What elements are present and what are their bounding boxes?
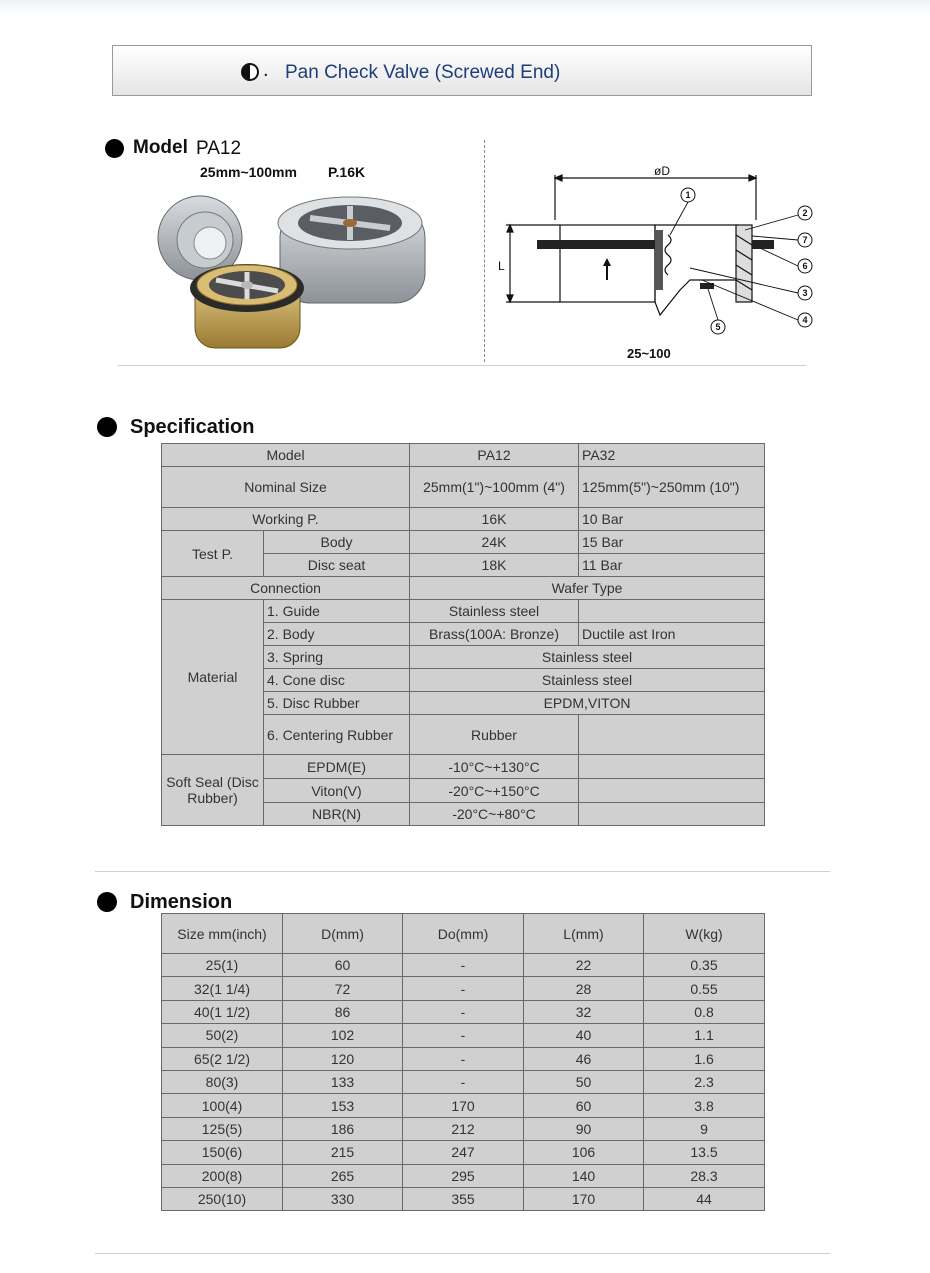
specification-table <box>161 443 765 826</box>
dim-cell-do: - <box>403 1000 524 1023</box>
callout-2: 2 <box>802 208 808 218</box>
spec-disc-rubber-value: EPDM,VITON <box>410 692 765 715</box>
dim-cell-do: - <box>403 1070 524 1093</box>
dim-cell-do: - <box>403 1047 524 1070</box>
table-row <box>162 444 765 467</box>
dim-header-d: D(mm) <box>283 914 403 954</box>
dim-cell-size: 200(8) <box>162 1164 283 1187</box>
dim-cell-d: 72 <box>283 977 403 1000</box>
dim-cell-d: 265 <box>283 1164 403 1187</box>
spec-viton-value: -20°C~+150°C <box>410 779 579 803</box>
spec-nominal-size-pa32: 125mm(5")~250mm (10") <box>579 467 765 508</box>
dim-cell-l: 170 <box>524 1187 644 1210</box>
dim-cell-d: 186 <box>283 1117 403 1140</box>
dim-cell-size: 125(5) <box>162 1117 283 1140</box>
bullet-icon <box>97 892 117 912</box>
bullet-icon <box>97 417 117 437</box>
spec-model-pa12: PA12 <box>410 444 579 467</box>
spec-guide-pa12: Stainless steel <box>410 600 579 623</box>
length-label: L <box>498 259 505 273</box>
dim-cell-w: 0.55 <box>644 977 765 1000</box>
page-title: Pan Check Valve (Screwed End) <box>285 62 561 83</box>
model-label: Model <box>133 137 188 158</box>
table-row <box>162 954 765 977</box>
spec-test-body-pa12: 24K <box>410 531 579 554</box>
spec-nbr-empty <box>579 803 765 826</box>
dim-cell-l: 50 <box>524 1070 644 1093</box>
spec-spring-value: Stainless steel <box>410 646 765 669</box>
spec-epdm-value: -10°C~+130°C <box>410 755 579 779</box>
table-row <box>162 1094 765 1117</box>
spec-nominal-size-pa12: 25mm(1")~100mm (4") <box>410 467 579 508</box>
table-row <box>162 1047 765 1070</box>
size-label: 25~100 <box>627 346 671 361</box>
valve-photo-illustration <box>150 188 450 358</box>
spec-label-test-p: Test P. <box>162 531 264 577</box>
dim-cell-d: 102 <box>283 1024 403 1047</box>
dim-cell-w: 9 <box>644 1117 765 1140</box>
model-name: PA12 <box>196 138 242 159</box>
dim-cell-l: 28 <box>524 977 644 1000</box>
dim-cell-size: 40(1 1/2) <box>162 1000 283 1023</box>
table-header-row <box>162 914 765 954</box>
dim-cell-d: 86 <box>283 1000 403 1023</box>
dim-cell-size: 100(4) <box>162 1094 283 1117</box>
table-row <box>162 531 765 554</box>
spec-disc-seat-pa12: 18K <box>410 554 579 577</box>
divider-model <box>118 365 806 366</box>
table-row <box>162 977 765 1000</box>
spec-working-p-pa12: 16K <box>410 508 579 531</box>
dim-header-w: W(kg) <box>644 914 765 954</box>
table-row <box>162 1000 765 1023</box>
spec-guide-pa32 <box>579 600 765 623</box>
spec-label-body: 2. Body <box>264 623 410 646</box>
model-pressure: P.16K <box>328 164 366 180</box>
spec-nbr-value: -20°C~+80°C <box>410 803 579 826</box>
dim-cell-size: 32(1 1/4) <box>162 977 283 1000</box>
dim-cell-l: 22 <box>524 954 644 977</box>
spec-test-body-pa32: 15 Bar <box>579 531 765 554</box>
divider-specification <box>95 871 830 872</box>
dim-cell-do: 295 <box>403 1164 524 1187</box>
spec-model-pa32: PA32 <box>579 444 765 467</box>
title-dot: . <box>263 59 269 81</box>
spec-label-disc-rubber: 5. Disc Rubber <box>264 692 410 715</box>
specification-heading: Specification <box>130 416 255 438</box>
dim-cell-d: 60 <box>283 954 403 977</box>
table-row <box>162 1164 765 1187</box>
table-row <box>162 1117 765 1140</box>
dim-cell-do: 355 <box>403 1187 524 1210</box>
spec-label-model: Model <box>162 444 410 467</box>
dim-cell-d: 153 <box>283 1094 403 1117</box>
dim-header-do: Do(mm) <box>403 914 524 954</box>
callout-3: 3 <box>802 288 808 298</box>
valve-cross-section-diagram <box>490 150 820 365</box>
dim-cell-do: 170 <box>403 1094 524 1117</box>
dim-cell-l: 140 <box>524 1164 644 1187</box>
dimension-table <box>161 913 765 1211</box>
dim-cell-l: 32 <box>524 1000 644 1023</box>
spec-body-pa32: Ductile ast Iron <box>579 623 765 646</box>
spec-centering-rubber-pa32 <box>579 715 765 755</box>
spec-disc-seat-pa32: 11 Bar <box>579 554 765 577</box>
dimension-heading: Dimension <box>130 891 233 913</box>
dim-cell-l: 40 <box>524 1024 644 1047</box>
table-row <box>162 1187 765 1210</box>
table-row <box>162 577 765 600</box>
dim-cell-w: 44 <box>644 1187 765 1210</box>
diameter-label: øD <box>654 164 670 178</box>
bullet-icon <box>105 139 124 158</box>
dim-cell-size: 50(2) <box>162 1024 283 1047</box>
table-row <box>162 1070 765 1093</box>
dim-cell-size: 250(10) <box>162 1187 283 1210</box>
spec-label-epdm: EPDM(E) <box>264 755 410 779</box>
spec-working-p-pa32: 10 Bar <box>579 508 765 531</box>
top-strip <box>0 0 930 14</box>
dimension-rows <box>162 954 765 1211</box>
spec-label-connection: Connection <box>162 577 410 600</box>
spec-body-pa12: Brass(100A: Bronze) <box>410 623 579 646</box>
spec-label-nominal-size: Nominal Size <box>162 467 410 508</box>
callout-6: 6 <box>802 261 808 271</box>
callout-4: 4 <box>802 315 808 325</box>
spec-centering-rubber-pa12: Rubber <box>410 715 579 755</box>
table-row <box>162 755 765 779</box>
spec-label-material: Material <box>162 600 264 755</box>
model-size-range: 25mm~100mm <box>200 164 297 180</box>
callout-7: 7 <box>802 235 808 245</box>
dim-header-size: Size mm(inch) <box>162 914 283 954</box>
dim-cell-l: 46 <box>524 1047 644 1070</box>
dim-cell-l: 106 <box>524 1141 644 1164</box>
title-banner <box>112 45 812 96</box>
spec-label-nbr: NBR(N) <box>264 803 410 826</box>
table-row <box>162 467 765 508</box>
dim-cell-d: 133 <box>283 1070 403 1093</box>
dim-cell-size: 65(2 1/2) <box>162 1047 283 1070</box>
dim-header-l: L(mm) <box>524 914 644 954</box>
dim-cell-d: 330 <box>283 1187 403 1210</box>
dim-cell-do: - <box>403 954 524 977</box>
dim-cell-w: 1.1 <box>644 1024 765 1047</box>
dim-cell-do: 247 <box>403 1141 524 1164</box>
dim-cell-do: - <box>403 977 524 1000</box>
spec-connection-value: Wafer Type <box>410 577 765 600</box>
spec-label-spring: 3. Spring <box>264 646 410 669</box>
spec-label-test-body: Body <box>264 531 410 554</box>
dim-cell-do: 212 <box>403 1117 524 1140</box>
dim-cell-size: 150(6) <box>162 1141 283 1164</box>
table-row <box>162 508 765 531</box>
dim-cell-l: 60 <box>524 1094 644 1117</box>
table-row <box>162 1024 765 1047</box>
spec-epdm-empty <box>579 755 765 779</box>
table-row <box>162 600 765 623</box>
spec-label-working-p: Working P. <box>162 508 410 531</box>
spec-cone-disc-value: Stainless steel <box>410 669 765 692</box>
dim-cell-w: 2.3 <box>644 1070 765 1093</box>
spec-label-cone-disc: 4. Cone disc <box>264 669 410 692</box>
section-divider-vertical <box>484 140 485 362</box>
callout-1: 1 <box>685 190 691 200</box>
dim-cell-w: 28.3 <box>644 1164 765 1187</box>
spec-label-centering-rubber: 6. Centering Rubber <box>264 715 410 755</box>
dim-cell-w: 1.6 <box>644 1047 765 1070</box>
dim-cell-w: 0.8 <box>644 1000 765 1023</box>
table-row <box>162 1141 765 1164</box>
dim-cell-do: - <box>403 1024 524 1047</box>
dim-cell-size: 25(1) <box>162 954 283 977</box>
spec-label-viton: Viton(V) <box>264 779 410 803</box>
dim-cell-d: 120 <box>283 1047 403 1070</box>
dim-cell-d: 215 <box>283 1141 403 1164</box>
divider-bottom <box>95 1253 830 1254</box>
dim-cell-l: 90 <box>524 1117 644 1140</box>
spec-viton-empty <box>579 779 765 803</box>
spec-label-soft-seal: Soft Seal (Disc Rubber) <box>162 755 264 826</box>
dim-cell-size: 80(3) <box>162 1070 283 1093</box>
dim-cell-w: 0.35 <box>644 954 765 977</box>
spec-label-guide: 1. Guide <box>264 600 410 623</box>
callout-5: 5 <box>715 322 721 332</box>
half-circle-icon <box>241 63 259 81</box>
dim-cell-w: 3.8 <box>644 1094 765 1117</box>
dim-cell-w: 13.5 <box>644 1141 765 1164</box>
spec-label-disc-seat: Disc seat <box>264 554 410 577</box>
